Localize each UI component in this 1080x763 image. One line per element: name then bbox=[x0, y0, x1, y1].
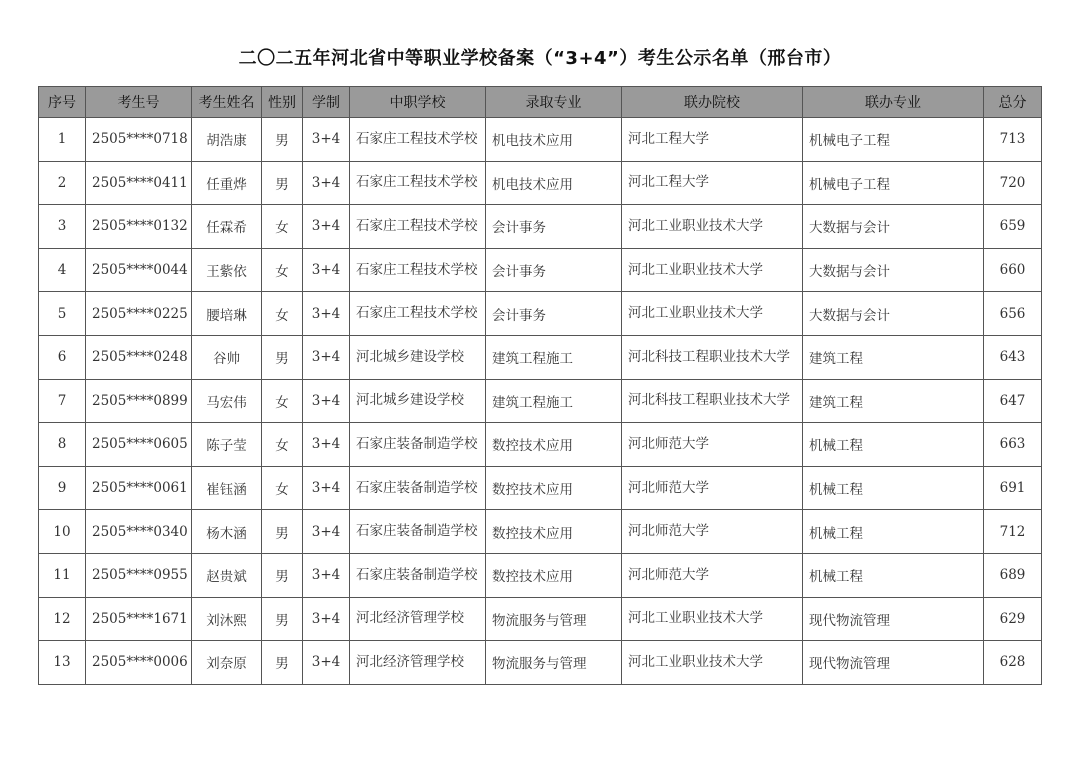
cell-college: 河北科技工程职业技术大学 bbox=[622, 379, 803, 423]
cell-name: 杨木涵 bbox=[192, 510, 262, 554]
col-header-candidate-id: 考生号 bbox=[86, 87, 192, 118]
cell-no: 1 bbox=[39, 118, 86, 162]
col-header-name: 考生姓名 bbox=[192, 87, 262, 118]
cell-candidate-id: 2505****0955 bbox=[86, 553, 192, 597]
cell-major: 数控技术应用 bbox=[486, 553, 622, 597]
cell-gender: 男 bbox=[262, 597, 303, 641]
cell-joint-major: 机械工程 bbox=[803, 510, 984, 554]
cell-system: 3+4 bbox=[303, 248, 350, 292]
cell-candidate-id: 2505****0411 bbox=[86, 161, 192, 205]
cell-system: 3+4 bbox=[303, 597, 350, 641]
cell-no: 13 bbox=[39, 641, 86, 685]
cell-college: 河北工程大学 bbox=[622, 118, 803, 162]
cell-system: 3+4 bbox=[303, 466, 350, 510]
cell-gender: 女 bbox=[262, 423, 303, 467]
cell-school: 石家庄工程技术学校 bbox=[350, 161, 486, 205]
cell-system: 3+4 bbox=[303, 641, 350, 685]
cell-school: 石家庄工程技术学校 bbox=[350, 118, 486, 162]
cell-school: 石家庄装备制造学校 bbox=[350, 423, 486, 467]
cell-candidate-id: 2505****0061 bbox=[86, 466, 192, 510]
table-row bbox=[39, 161, 1042, 205]
cell-name: 赵贵斌 bbox=[192, 553, 262, 597]
cell-name: 任重烨 bbox=[192, 161, 262, 205]
cell-joint-major: 大数据与会计 bbox=[803, 205, 984, 249]
cell-major: 数控技术应用 bbox=[486, 466, 622, 510]
cell-candidate-id: 2505****0225 bbox=[86, 292, 192, 336]
cell-score: 629 bbox=[984, 597, 1042, 641]
cell-score: 712 bbox=[984, 510, 1042, 554]
cell-major: 会计事务 bbox=[486, 292, 622, 336]
cell-candidate-id: 2505****0248 bbox=[86, 335, 192, 379]
col-header-system: 学制 bbox=[303, 87, 350, 118]
cell-no: 7 bbox=[39, 379, 86, 423]
table-row bbox=[39, 292, 1042, 336]
table-row bbox=[39, 553, 1042, 597]
cell-name: 谷帅 bbox=[192, 335, 262, 379]
cell-name: 崔钰涵 bbox=[192, 466, 262, 510]
cell-candidate-id: 2505****0605 bbox=[86, 423, 192, 467]
cell-candidate-id: 2505****0340 bbox=[86, 510, 192, 554]
cell-candidate-id: 2505****1671 bbox=[86, 597, 192, 641]
cell-gender: 男 bbox=[262, 118, 303, 162]
cell-major: 建筑工程施工 bbox=[486, 379, 622, 423]
table-row bbox=[39, 466, 1042, 510]
cell-gender: 女 bbox=[262, 248, 303, 292]
cell-school: 石家庄装备制造学校 bbox=[350, 553, 486, 597]
cell-no: 6 bbox=[39, 335, 86, 379]
cell-candidate-id: 2505****0044 bbox=[86, 248, 192, 292]
col-header-joint-major: 联办专业 bbox=[803, 87, 984, 118]
cell-no: 8 bbox=[39, 423, 86, 467]
table-row bbox=[39, 118, 1042, 162]
cell-system: 3+4 bbox=[303, 161, 350, 205]
cell-school: 石家庄装备制造学校 bbox=[350, 510, 486, 554]
col-header-no: 序号 bbox=[39, 87, 86, 118]
cell-score: 660 bbox=[984, 248, 1042, 292]
cell-score: 689 bbox=[984, 553, 1042, 597]
cell-system: 3+4 bbox=[303, 205, 350, 249]
cell-joint-major: 机械电子工程 bbox=[803, 118, 984, 162]
cell-system: 3+4 bbox=[303, 335, 350, 379]
col-header-gender: 性别 bbox=[262, 87, 303, 118]
table-row bbox=[39, 335, 1042, 379]
cell-no: 4 bbox=[39, 248, 86, 292]
table-header-row bbox=[39, 87, 1042, 118]
cell-candidate-id: 2505****0132 bbox=[86, 205, 192, 249]
cell-gender: 女 bbox=[262, 379, 303, 423]
cell-score: 663 bbox=[984, 423, 1042, 467]
cell-college: 河北工业职业技术大学 bbox=[622, 205, 803, 249]
col-header-school: 中职学校 bbox=[350, 87, 486, 118]
cell-major: 机电技术应用 bbox=[486, 118, 622, 162]
cell-gender: 男 bbox=[262, 510, 303, 554]
cell-candidate-id: 2505****0899 bbox=[86, 379, 192, 423]
cell-joint-major: 机械工程 bbox=[803, 423, 984, 467]
cell-gender: 女 bbox=[262, 466, 303, 510]
cell-school: 石家庄装备制造学校 bbox=[350, 466, 486, 510]
cell-no: 9 bbox=[39, 466, 86, 510]
cell-system: 3+4 bbox=[303, 423, 350, 467]
cell-name: 刘奈原 bbox=[192, 641, 262, 685]
cell-school: 河北经济管理学校 bbox=[350, 641, 486, 685]
cell-name: 王紫依 bbox=[192, 248, 262, 292]
cell-college: 河北师范大学 bbox=[622, 553, 803, 597]
cell-college: 河北工业职业技术大学 bbox=[622, 641, 803, 685]
cell-score: 720 bbox=[984, 161, 1042, 205]
cell-system: 3+4 bbox=[303, 510, 350, 554]
cell-gender: 女 bbox=[262, 292, 303, 336]
cell-candidate-id: 2505****0006 bbox=[86, 641, 192, 685]
cell-joint-major: 现代物流管理 bbox=[803, 597, 984, 641]
cell-score: 713 bbox=[984, 118, 1042, 162]
cell-gender: 男 bbox=[262, 335, 303, 379]
cell-no: 3 bbox=[39, 205, 86, 249]
col-header-score: 总分 bbox=[984, 87, 1042, 118]
cell-name: 腰培琳 bbox=[192, 292, 262, 336]
cell-name: 胡浩康 bbox=[192, 118, 262, 162]
table-row bbox=[39, 205, 1042, 249]
cell-joint-major: 机械工程 bbox=[803, 466, 984, 510]
cell-college: 河北工业职业技术大学 bbox=[622, 292, 803, 336]
cell-score: 628 bbox=[984, 641, 1042, 685]
cell-college: 河北师范大学 bbox=[622, 510, 803, 554]
cell-school: 石家庄工程技术学校 bbox=[350, 248, 486, 292]
cell-no: 10 bbox=[39, 510, 86, 554]
cell-score: 659 bbox=[984, 205, 1042, 249]
cell-joint-major: 现代物流管理 bbox=[803, 641, 984, 685]
cell-gender: 男 bbox=[262, 161, 303, 205]
page-title: 二〇二五年河北省中等职业学校备案（“3+4”）考生公示名单（邢台市） bbox=[238, 48, 842, 69]
cell-system: 3+4 bbox=[303, 379, 350, 423]
cell-major: 机电技术应用 bbox=[486, 161, 622, 205]
cell-school: 河北经济管理学校 bbox=[350, 597, 486, 641]
cell-system: 3+4 bbox=[303, 292, 350, 336]
cell-joint-major: 机械电子工程 bbox=[803, 161, 984, 205]
cell-major: 物流服务与管理 bbox=[486, 641, 622, 685]
cell-score: 656 bbox=[984, 292, 1042, 336]
cell-school: 河北城乡建设学校 bbox=[350, 335, 486, 379]
cell-college: 河北科技工程职业技术大学 bbox=[622, 335, 803, 379]
cell-name: 马宏伟 bbox=[192, 379, 262, 423]
cell-joint-major: 建筑工程 bbox=[803, 379, 984, 423]
cell-joint-major: 大数据与会计 bbox=[803, 292, 984, 336]
col-header-college: 联办院校 bbox=[622, 87, 803, 118]
cell-major: 会计事务 bbox=[486, 248, 622, 292]
cell-major: 数控技术应用 bbox=[486, 510, 622, 554]
table-row bbox=[39, 641, 1042, 685]
cell-name: 任霖希 bbox=[192, 205, 262, 249]
col-header-major: 录取专业 bbox=[486, 87, 622, 118]
cell-no: 2 bbox=[39, 161, 86, 205]
cell-joint-major: 大数据与会计 bbox=[803, 248, 984, 292]
table-row bbox=[39, 423, 1042, 467]
cell-no: 12 bbox=[39, 597, 86, 641]
student-roster-table bbox=[38, 86, 1042, 685]
cell-candidate-id: 2505****0718 bbox=[86, 118, 192, 162]
cell-name: 陈子莹 bbox=[192, 423, 262, 467]
table-row bbox=[39, 379, 1042, 423]
cell-score: 647 bbox=[984, 379, 1042, 423]
cell-name: 刘沐熙 bbox=[192, 597, 262, 641]
table-row bbox=[39, 510, 1042, 554]
cell-gender: 男 bbox=[262, 553, 303, 597]
cell-college: 河北工业职业技术大学 bbox=[622, 248, 803, 292]
cell-major: 数控技术应用 bbox=[486, 423, 622, 467]
cell-no: 5 bbox=[39, 292, 86, 336]
cell-college: 河北师范大学 bbox=[622, 466, 803, 510]
cell-system: 3+4 bbox=[303, 553, 350, 597]
cell-school: 河北城乡建设学校 bbox=[350, 379, 486, 423]
cell-no: 11 bbox=[39, 553, 86, 597]
cell-joint-major: 建筑工程 bbox=[803, 335, 984, 379]
cell-joint-major: 机械工程 bbox=[803, 553, 984, 597]
cell-gender: 女 bbox=[262, 205, 303, 249]
cell-system: 3+4 bbox=[303, 118, 350, 162]
cell-college: 河北工业职业技术大学 bbox=[622, 597, 803, 641]
cell-school: 石家庄工程技术学校 bbox=[350, 292, 486, 336]
cell-college: 河北工程大学 bbox=[622, 161, 803, 205]
cell-college: 河北师范大学 bbox=[622, 423, 803, 467]
cell-gender: 男 bbox=[262, 641, 303, 685]
table-row bbox=[39, 248, 1042, 292]
table-row bbox=[39, 597, 1042, 641]
cell-score: 691 bbox=[984, 466, 1042, 510]
cell-major: 物流服务与管理 bbox=[486, 597, 622, 641]
cell-school: 石家庄工程技术学校 bbox=[350, 205, 486, 249]
cell-major: 建筑工程施工 bbox=[486, 335, 622, 379]
cell-major: 会计事务 bbox=[486, 205, 622, 249]
cell-score: 643 bbox=[984, 335, 1042, 379]
